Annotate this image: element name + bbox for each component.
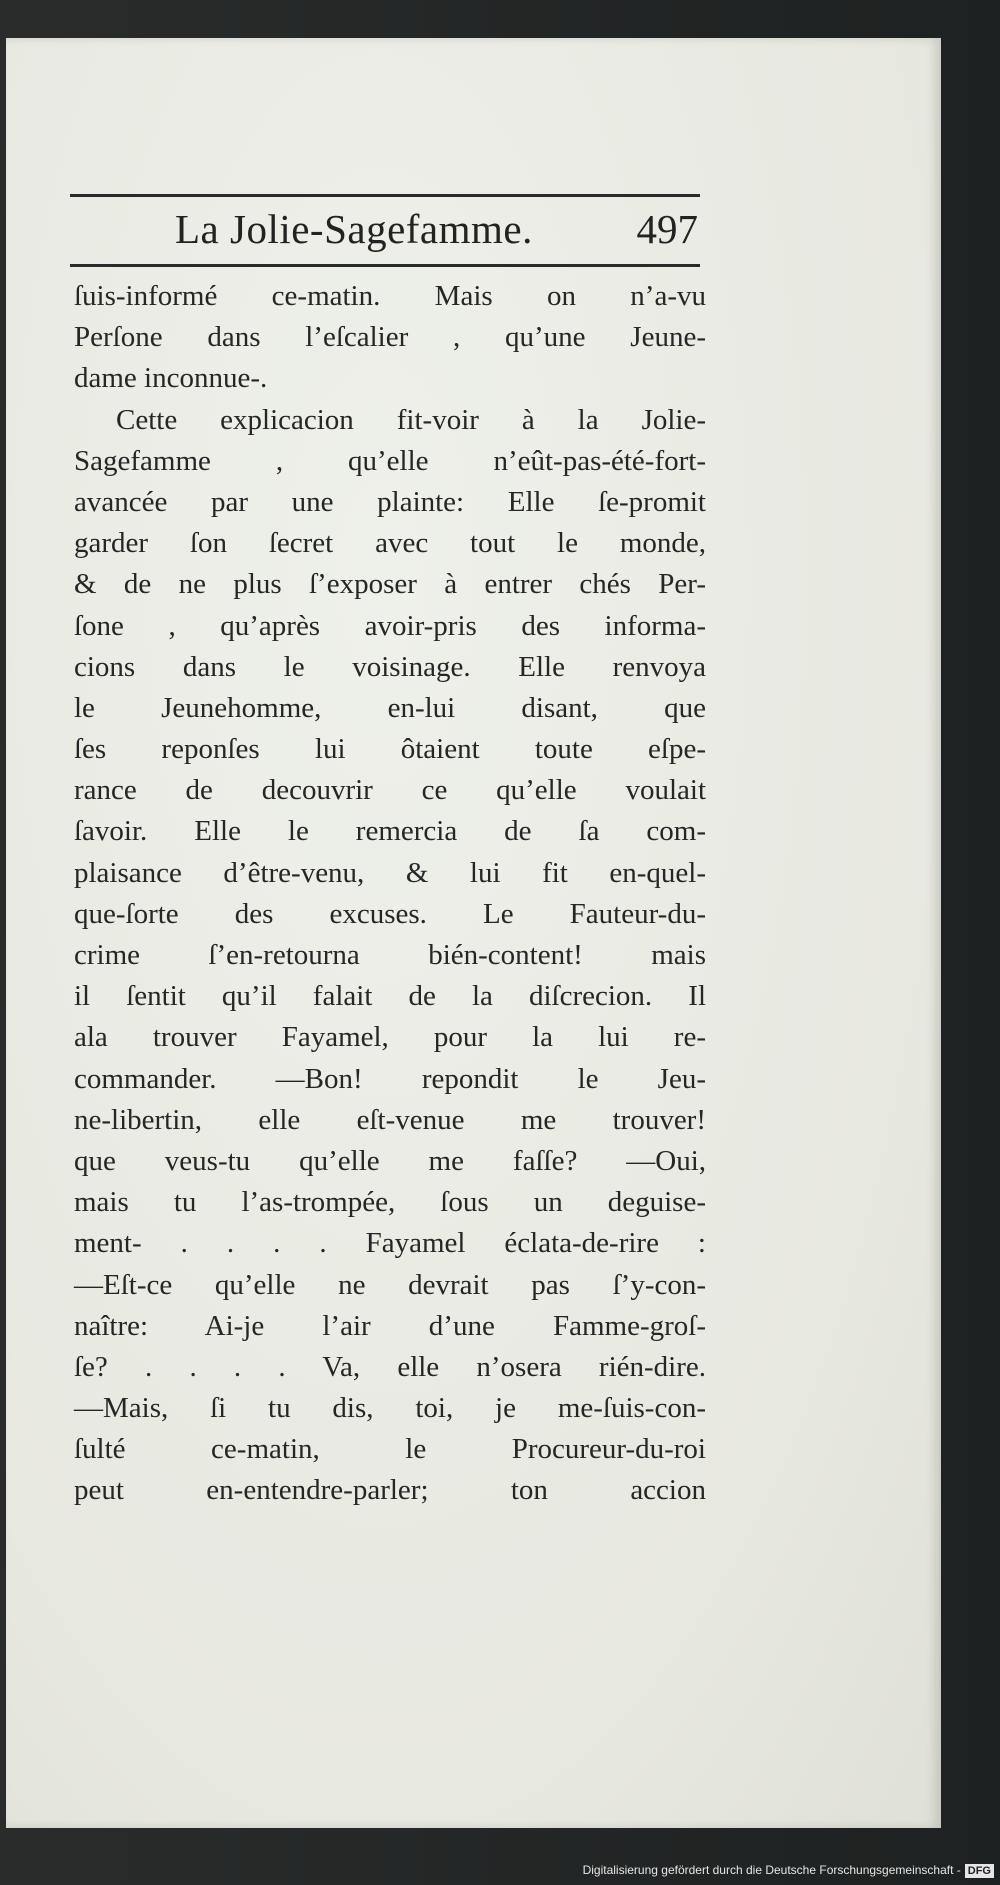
text-line: il ſentit qu’il falait de la diſcrecion. Il: [74, 980, 706, 1013]
text-line: —Mais, ſi tu dis, toi, je me-ſuis-con-: [74, 1392, 706, 1425]
text-line: ſulté ce-matin, le Procureur-du-roi: [74, 1433, 706, 1466]
text-line: naître: Ai-je l’air d’une Famme-groſ-: [74, 1309, 706, 1342]
text-line: ſes reponſes lui ôtaient toute eſpe-: [74, 733, 706, 766]
text-line: & de ne plus ſ’exposer à entrer chés Per-: [74, 568, 706, 601]
text-line: ſavoir. Elle le remercia de ſa com-: [74, 815, 706, 848]
text-line: cions dans le voisinage. Elle renvoya: [74, 650, 706, 683]
text-line: ſe? . . . . Va, elle n’osera rién-dire.: [74, 1350, 706, 1383]
running-head: [70, 205, 700, 261]
text-line: garder ſon ſecret avec tout le monde,: [74, 527, 706, 560]
header-rule-bottom: [70, 264, 700, 267]
text-line: dame inconnue-.: [74, 362, 268, 395]
text-line: avancée par une plainte: Elle ſe-promit: [74, 485, 706, 518]
text-line: le Jeunehomme, en-lui disant, que: [74, 691, 706, 724]
text-line: ſuis-informé ce-matin. Mais on n’a-vu: [74, 280, 706, 312]
text-line: ala trouver Fayamel, pour la lui re-: [74, 1021, 706, 1054]
text-line: Sagefamme , qu’elle n’eût-pas-été-fort-: [74, 444, 706, 477]
text-line: que-ſorte des excuses. Le Fauteur-du-: [74, 897, 706, 930]
dfg-logo: DFG: [965, 1864, 994, 1878]
credit-text: Digitalisierung gefördert durch die Deutsche Forschungsgemeinschaft -: [582, 1863, 961, 1877]
body-text: [74, 276, 706, 1512]
text-line: peut en-entendre-parler; ton accion: [74, 1474, 706, 1507]
text-line: ne-libertin, elle eſt-venue me trouver!: [74, 1103, 706, 1136]
text-line: ment- . . . . Fayamel éclata-de-rire :: [74, 1227, 706, 1260]
page-number: 497: [636, 206, 698, 252]
digitization-credit: [583, 1859, 994, 1881]
text-line: —Eſt-ce qu’elle ne devrait pas ſ’y-con-: [74, 1268, 706, 1301]
text-line: plaisance d’être-venu, & lui fit en-quel-: [74, 856, 706, 889]
text-line: ſone , qu’après avoir-pris des informa-: [74, 609, 706, 642]
text-line: Perſone dans l’eſcalier , qu’une Jeune-: [74, 321, 706, 354]
text-line: mais tu l’as-trompée, ſous un deguise-: [74, 1186, 706, 1219]
running-title: La Jolie-Sagefamme.: [175, 206, 533, 252]
text-line: Cette explicacion fit-voir à la Jolie-: [116, 403, 706, 436]
text-line: rance de decouvrir ce qu’elle voulait: [74, 774, 706, 807]
text-line: crime ſ’en-retourna bién-content! mais: [74, 939, 706, 971]
text-line: commander. —Bon! repondit le Jeu-: [74, 1062, 706, 1095]
header-rule-top: [70, 194, 700, 197]
text-line: que veus-tu qu’elle me faſſe? —Oui,: [74, 1144, 706, 1177]
